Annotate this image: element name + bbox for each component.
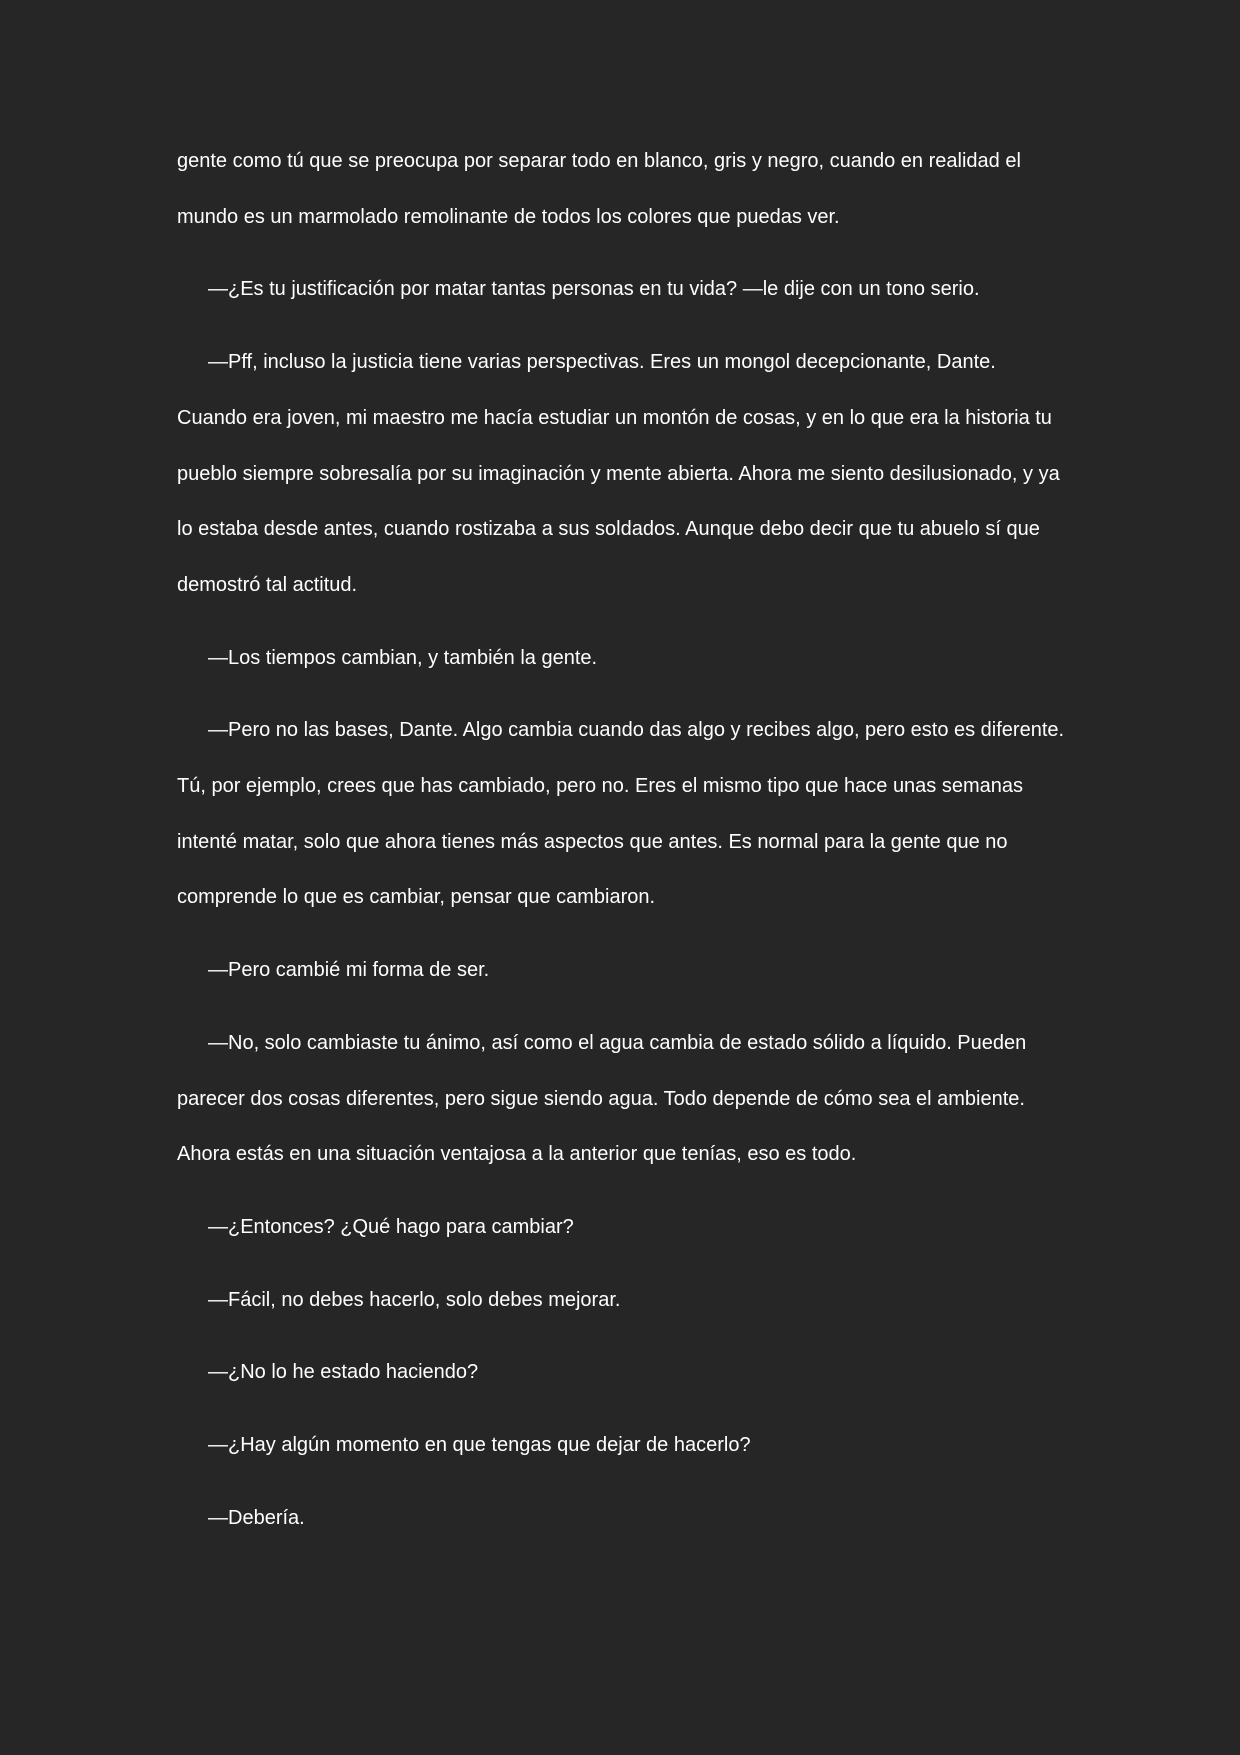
paragraph: —¿Hay algún momento en que tengas que dejar de hacerlo? (208, 1434, 751, 1457)
paragraph: —No, solo cambiaste tu ánimo, así como el agua cambia de estado sólido a líquido. Pueden parecer dos cosas diferentes, pero sigue siendo agua. Todo depende de cómo sea el ambiente. Ahora estás en una situación ventajosa a la anterior que tenías, eso es todo. (177, 1031, 1027, 1166)
paragraph: —¿Es tu justificación por matar tantas personas en tu vida? —le dije con un tono serio. (208, 278, 980, 301)
paragraph: —Pero cambié mi forma de ser. (208, 959, 490, 982)
paragraph: —Pero no las bases, Dante. Algo cambia cuando das algo y recibes algo, pero esto es diferente. Tú, por ejemplo, crees que has cambiado, pero no. Eres el mismo tipo que hace unas semanas intenté matar, solo que ahora tienes más aspectos que antes. Es normal para la gente que no comprende lo que es cambiar, pensar que cambiaron. (177, 719, 1065, 909)
paragraph: —¿Entonces? ¿Qué hago para cambiar? (208, 1215, 574, 1238)
paragraph: gente como tú que se preocupa por separar todo en blanco, gris y negro, cuando en realidad el mundo es un marmolado remolinante de todos los colores que puedas ver. (177, 150, 1021, 228)
paragraph: —Los tiempos cambian, y también la gente. (208, 646, 598, 669)
document-body (177, 134, 1067, 1563)
paragraph: —Fácil, no debes hacerlo, solo debes mejorar. (208, 1288, 621, 1311)
paragraph: —Pff, incluso la justicia tiene varias perspectivas. Eres un mongol decepcionante, Dante. Cuando era joven, mi maestro me hacía estudiar un montón de cosas, y en lo que era la historia tu pueblo siempre sobresalía por su imaginación y mente abierta. Ahora me siento desilusionado, y ya lo estaba desde antes, cuando rostizaba a sus soldados. Aunque debo decir que tu abuelo sí que demostró tal actitud. (177, 351, 1060, 596)
paragraph: —¿No lo he estado haciendo? (208, 1361, 479, 1384)
paragraph: —Debería. (208, 1506, 305, 1529)
